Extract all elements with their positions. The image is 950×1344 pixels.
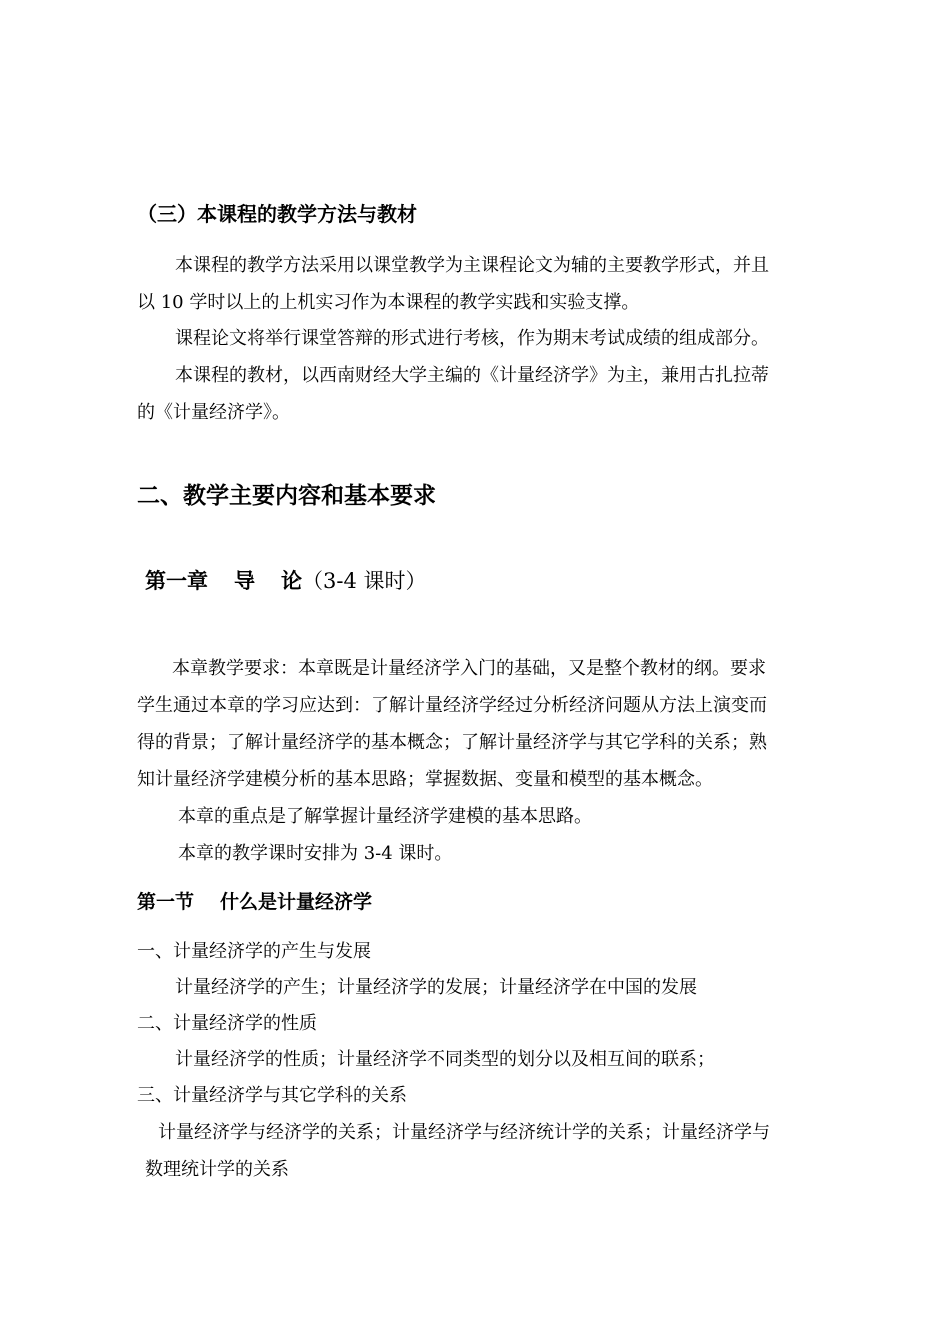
list-item-body: 计量经济学的产生；计量经济学的发展；计量经济学在中国的发展 [175,977,697,998]
list-item-title: 一、计量经济学的产生与发展 [137,941,371,962]
paragraph-line: 得的背景；了解计量经济学的基本概念；了解计量经济学与其它学科的关系；熟 [137,732,767,753]
paragraph-line: 以 10 学时以上的上机实习作为本课程的教学实践和实验支撑。 [137,292,640,313]
paragraph-line: 本章的重点是了解掌握计量经济学建模的基本思路。 [178,806,592,827]
subsection-label: 第一节 [137,891,195,913]
chapter-label: 第一章 [145,569,208,593]
subsection-heading [137,889,372,915]
paragraph-line: 学生通过本章的学习应达到：了解计量经济学经过分析经济问题从方法上演变而 [137,695,767,716]
chapter-hours: （3-4 课时） [302,569,427,593]
paragraph-line: 课程论文将举行课堂答辩的形式进行考核，作为期末考试成绩的组成部分。 [175,328,769,349]
list-item-title: 三、计量经济学与其它学科的关系 [137,1085,407,1106]
list-item-title: 二、计量经济学的性质 [137,1013,317,1034]
chapter-title-char: 论 [281,569,302,593]
paragraph-line: 的《计量经济学》。 [137,402,290,423]
chapter-title-char: 导 [234,569,255,593]
section-heading: （三）本课程的教学方法与教材 [137,202,417,226]
list-item-body: 计量经济学与经济学的关系；计量经济学与经济统计学的关系；计量经济学与 [158,1122,770,1143]
subsection-title: 什么是计量经济学 [220,891,373,913]
list-item-body: 数理统计学的关系 [145,1159,289,1180]
paragraph-line: 本章教学要求：本章既是计量经济学入门的基础，又是整个教材的纲。要求 [172,658,766,679]
paragraph-line: 本课程的教学方法采用以课堂教学为主课程论文为辅的主要教学形式，并且 [175,255,769,276]
list-item-body: 计量经济学的性质；计量经济学不同类型的划分以及相互间的联系； [175,1049,715,1070]
part-heading: 二、教学主要内容和基本要求 [137,483,436,509]
chapter-heading [145,567,427,595]
paragraph-line: 本章的教学课时安排为 3-4 课时。 [178,843,453,864]
paragraph-line: 本课程的教材，以西南财经大学主编的《计量经济学》为主，兼用古扎拉蒂 [175,365,769,386]
paragraph-line: 知计量经济学建模分析的基本思路；掌握数据、变量和模型的基本概念。 [137,769,713,790]
